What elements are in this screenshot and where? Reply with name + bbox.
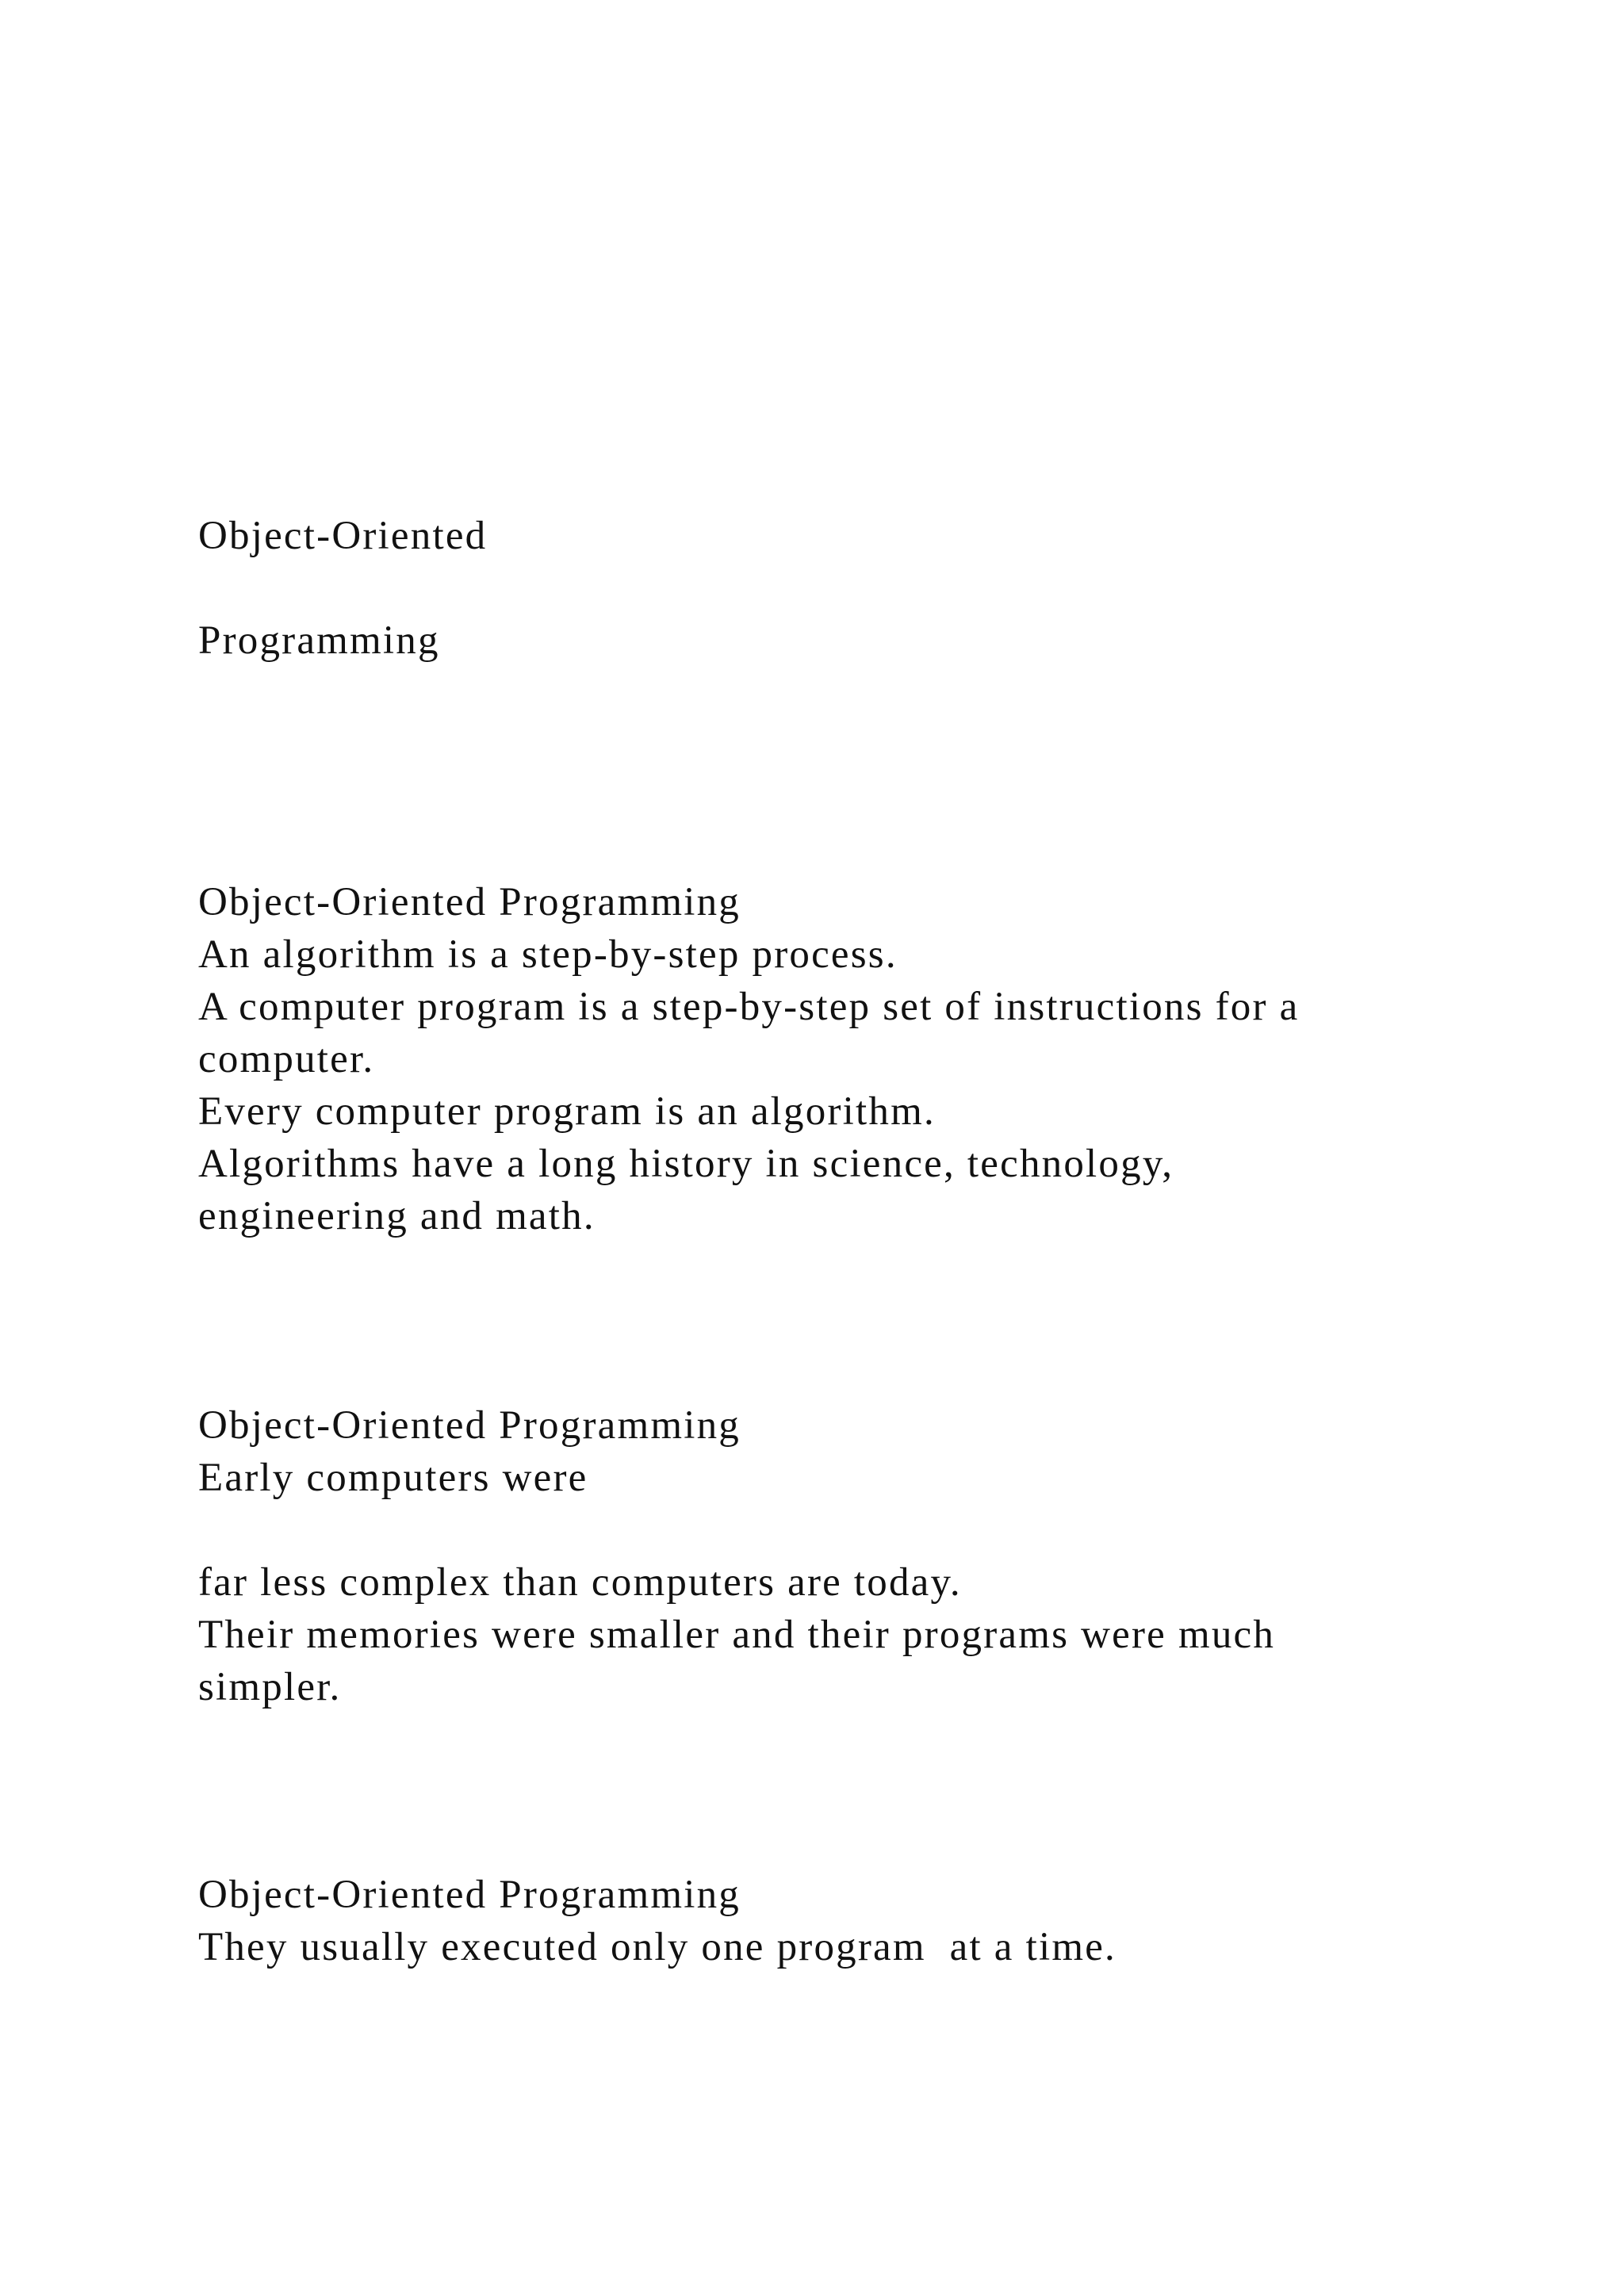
section-3-line-1: They usually executed only one program at a time. [198,1925,1116,1969]
section-2-line-4: simpler. [198,1665,342,1709]
title-line-1: Object-Oriented [198,514,488,558]
section-1-heading: Object-Oriented Programming [198,880,741,924]
section-2-heading: Object-Oriented Programming [198,1403,741,1448]
section-1-line-5: Algorithms have a long history in science, technology, [198,1142,1174,1186]
section-2-line-3: Their memories were smaller and their programs were much [198,1613,1276,1657]
section-1-line-1: An algorithm is a step-by-step process. [198,932,898,977]
section-1-line-2: A computer program is a step-by-step set of instructions for a [198,985,1300,1029]
section-2-line-2: far less complex than computers are today. [198,1560,962,1605]
section-2-line-1: Early computers were [198,1456,588,1500]
section-1-line-6: engineering and math. [198,1194,596,1238]
title-line-2: Programming [198,618,440,663]
section-1-line-4: Every computer program is an algorithm. [198,1089,936,1134]
section-3-heading: Object-Oriented Programming [198,1873,741,1917]
section-1-line-3: computer. [198,1037,375,1081]
